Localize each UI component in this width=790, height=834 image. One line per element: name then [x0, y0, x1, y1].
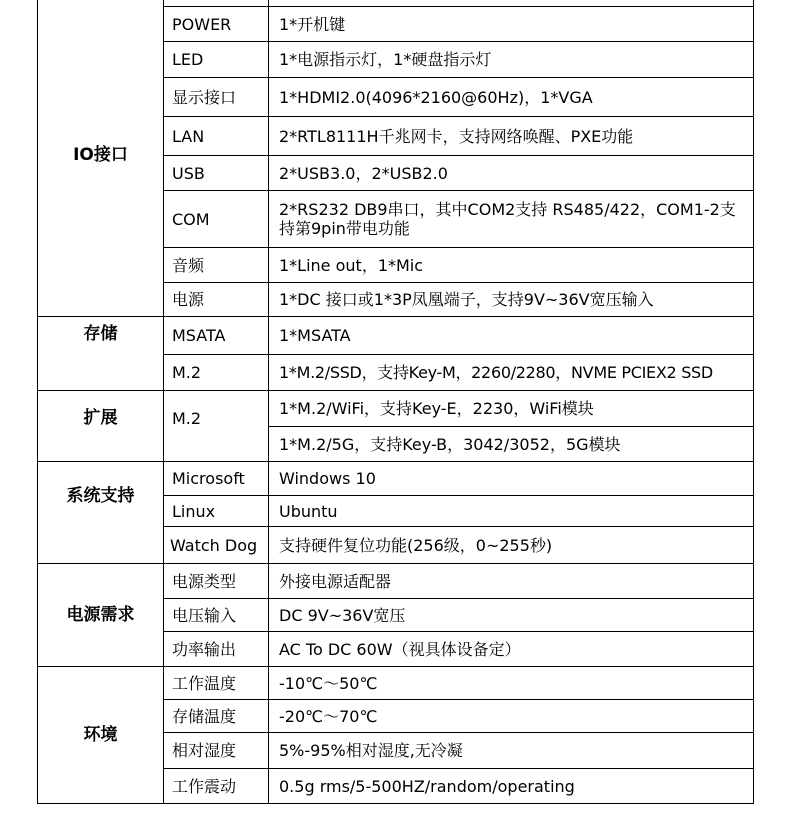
item-value: -10℃～50℃	[269, 667, 754, 700]
item-label: Microsoft	[164, 462, 269, 496]
item-value: 5%-95%相对湿度,无冷凝	[269, 733, 754, 769]
category-power: 电源需求	[38, 564, 164, 667]
item-label: 工作震动	[164, 769, 269, 804]
spec-table	[37, 0, 754, 804]
item-label: Watch Dog	[164, 527, 269, 564]
item-value: 1*开机键	[269, 7, 754, 42]
item-value: 2*RTL8111H千兆网卡，支持网络唤醒、PXE功能	[269, 117, 754, 156]
item-value: 1*电源指示灯，1*硬盘指示灯	[269, 42, 754, 78]
item-value: 1*MSATA	[269, 317, 754, 355]
item-label: M.2	[164, 355, 269, 391]
category-io: IO接口	[38, 0, 164, 317]
item-value: Windows 10	[269, 462, 754, 496]
item-label: M.2	[164, 391, 269, 462]
item-label: COM	[164, 191, 269, 248]
item-value: 支持硬件复位功能(256级，0~255秒)	[269, 527, 754, 564]
item-label: POWER	[164, 7, 269, 42]
table-row	[38, 462, 754, 496]
item-value: 2*RS232 DB9串口，其中COM2支持 RS485/422，COM1-2支持第9pin带电功能	[269, 191, 754, 248]
item-value: Ubuntu	[269, 496, 754, 527]
item-label: 相对湿度	[164, 733, 269, 769]
item-value: 0.5g rms/5-500HZ/random/operating	[269, 769, 754, 804]
item-label: 显示接口	[164, 78, 269, 117]
item-label: 音频	[164, 248, 269, 283]
item-label: LAN	[164, 117, 269, 156]
table-row	[38, 391, 754, 427]
item-value: 1*DC 接口或1*3P凤凰端子，支持9V~36V宽压输入	[269, 283, 754, 317]
item-value: 1*HDMI2.0(4096*2160@60Hz)，1*VGA	[269, 78, 754, 117]
item-label: MSATA	[164, 317, 269, 355]
category-expansion: 扩展	[38, 391, 164, 462]
item-value: 1*M.2/WiFi，支持Key-E，2230，WiFi模块	[269, 391, 754, 427]
item-label: LED	[164, 42, 269, 78]
category-os: 系统支持	[38, 462, 164, 564]
item-label: 工作温度	[164, 667, 269, 700]
item-label: 电源类型	[164, 564, 269, 599]
item-value: 1*Line out，1*Mic	[269, 248, 754, 283]
item-value: -20℃～70℃	[269, 700, 754, 733]
item-label: 电源	[164, 283, 269, 317]
table-row	[38, 667, 754, 700]
category-storage: 存储	[38, 317, 164, 391]
table-row	[38, 317, 754, 355]
item-label: 功率输出	[164, 632, 269, 667]
item-label: USB	[164, 156, 269, 191]
item-value: DC 9V~36V宽压	[269, 599, 754, 632]
category-environment: 环境	[38, 667, 164, 804]
item-value: 外接电源适配器	[269, 564, 754, 599]
item-label: Linux	[164, 496, 269, 527]
item-value: AC To DC 60W（视具体设备定）	[269, 632, 754, 667]
item-label: 电压输入	[164, 599, 269, 632]
item-value: 2*USB3.0，2*USB2.0	[269, 156, 754, 191]
item-value: 1*M.2/5G，支持Key-B，3042/3052，5G模块	[269, 427, 754, 462]
table-row	[38, 564, 754, 599]
item-label: 存储温度	[164, 700, 269, 733]
item-value: 1*M.2/SSD，支持Key-M，2260/2280，NVME PCIEX2 SSD	[269, 355, 754, 391]
